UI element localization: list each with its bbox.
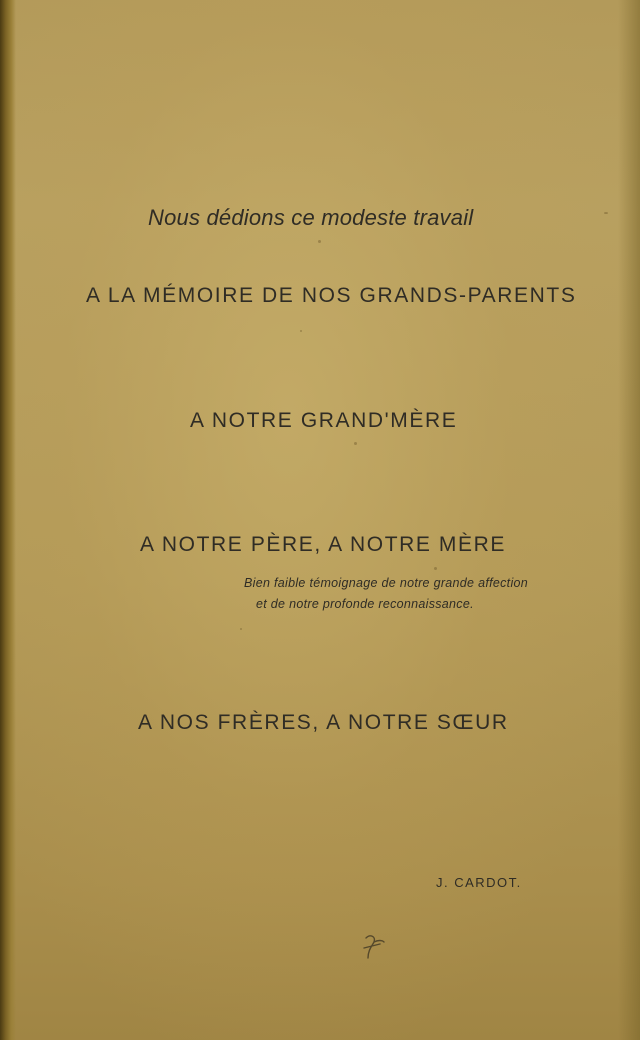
author-signature: J. CARDOT.: [436, 875, 522, 890]
dedication-line-grandmother: A NOTRE GRAND'MÈRE: [190, 409, 458, 432]
page-binding-edge: [0, 0, 16, 1040]
dedication-note-line-1: Bien faible témoignage de notre grande affection: [244, 576, 529, 590]
dedication-line-siblings: A NOS FRÈRES, A NOTRE SŒUR: [138, 711, 509, 734]
handwritten-page-mark: [352, 928, 392, 968]
dedication-line-grandparents: A LA MÉMOIRE DE NOS GRANDS-PARENTS: [86, 284, 577, 307]
paper-speck: [604, 212, 608, 214]
dedication-heading: Nous dédions ce modeste travail: [148, 205, 474, 230]
paper-speck: [354, 442, 357, 445]
paper-speck: [434, 567, 437, 570]
paper-speck: [240, 628, 242, 630]
page-right-edge: [618, 0, 640, 1040]
paper-speck: [318, 240, 321, 243]
dedication-note-line-2: et de notre profonde reconnaissance.: [256, 597, 474, 611]
dedication-line-parents: A NOTRE PÈRE, A NOTRE MÈRE: [140, 533, 507, 556]
paper-speck: [300, 330, 302, 332]
